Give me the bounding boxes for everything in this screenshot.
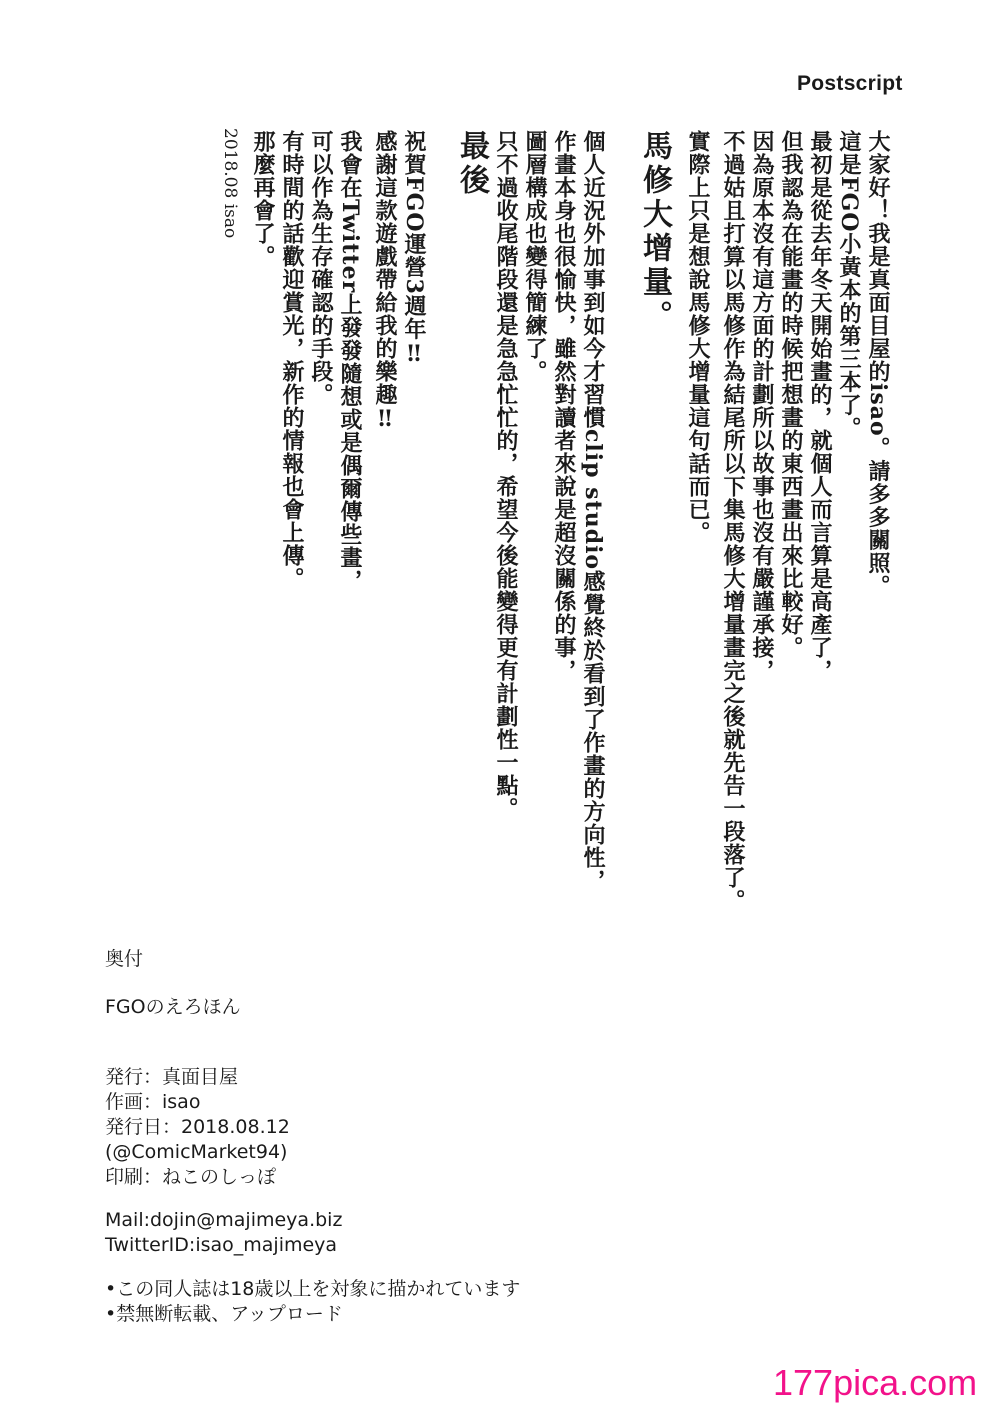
publisher: 発行：真面目屋 (105, 1066, 239, 1088)
postscript-heading: Postscript (797, 72, 903, 95)
emphasis-heading: 馬修大增量。 (637, 130, 672, 334)
postscript-line: 我會在Twitter上發發隨想或是偶爾傳些畫， (337, 130, 363, 593)
watermark: 177pica.com (773, 1362, 978, 1403)
postscript-line: 個人近況外加事到如今才習慣clip studio感覺終於看到了作畫的方向性， (580, 130, 606, 893)
book-title: FGOのえろほん (105, 996, 241, 1018)
postscript-line: 作畫本身也很愉快，雖然對讀者來說是超沒關係的事， (551, 130, 577, 682)
postscript-line: 感謝這款遊戲帶給我的樂趣‼ (372, 130, 398, 433)
postscript-line: 祝賀FGO運營3週年‼ (401, 130, 427, 368)
event: (@ComicMarket94) (105, 1141, 288, 1163)
postscript-line: 但我認為在能畫的時候把想畫的東西畫出來比較好。 (778, 130, 804, 659)
printer: 印刷：ねこのしっぽ (105, 1166, 277, 1188)
colophon-title: 奥付 (105, 948, 144, 970)
publish-date: 発行日：2018.08.12 (105, 1116, 290, 1138)
mail: Mail:dojin@majimeya.biz (105, 1209, 343, 1231)
postscript-line: 實際上只是想說馬修大增量這句話而已。 (685, 130, 711, 544)
signature: 2018.08 isao (220, 128, 240, 239)
postscript-line: 大家好！我是真面目屋的isao。請多多關照。 (865, 130, 891, 598)
postscript-line: 只不過收尾階段還是急急忙忙的，希望今後能變得更有計劃性一點。 (493, 130, 519, 820)
final-heading: 最後 (454, 130, 489, 198)
postscript-line: 不過姑且打算以馬修作為結尾所以下集馬修大增量畫完之後就先告一段落了。 (720, 130, 746, 912)
postscript-line: 這是FGO小黃本的第三本了。 (836, 130, 862, 440)
postscript-line: 有時間的話歡迎賞光，新作的情報也會上傳。 (279, 130, 305, 590)
postscript-line: 那麼再會了。 (250, 130, 276, 268)
artist: 作画：isao (105, 1091, 201, 1113)
postscript-line: 最初是從去年冬天開始畫的，就個人而言算是高產了， (807, 130, 833, 682)
notice-reprint: •禁無断転載、アップロード (105, 1303, 343, 1325)
postscript-line: 可以作為生存確認的手段。 (308, 130, 334, 406)
postscript-line: 因為原本沒有這方面的計劃所以故事也沒有嚴謹承接， (749, 130, 775, 682)
twitter-id: TwitterID:isao_majimeya (105, 1234, 338, 1256)
postscript-line: 圖層構成也變得簡練了。 (522, 130, 548, 383)
notice-age: •この同人誌は18歳以上を対象に描かれています (105, 1278, 521, 1300)
